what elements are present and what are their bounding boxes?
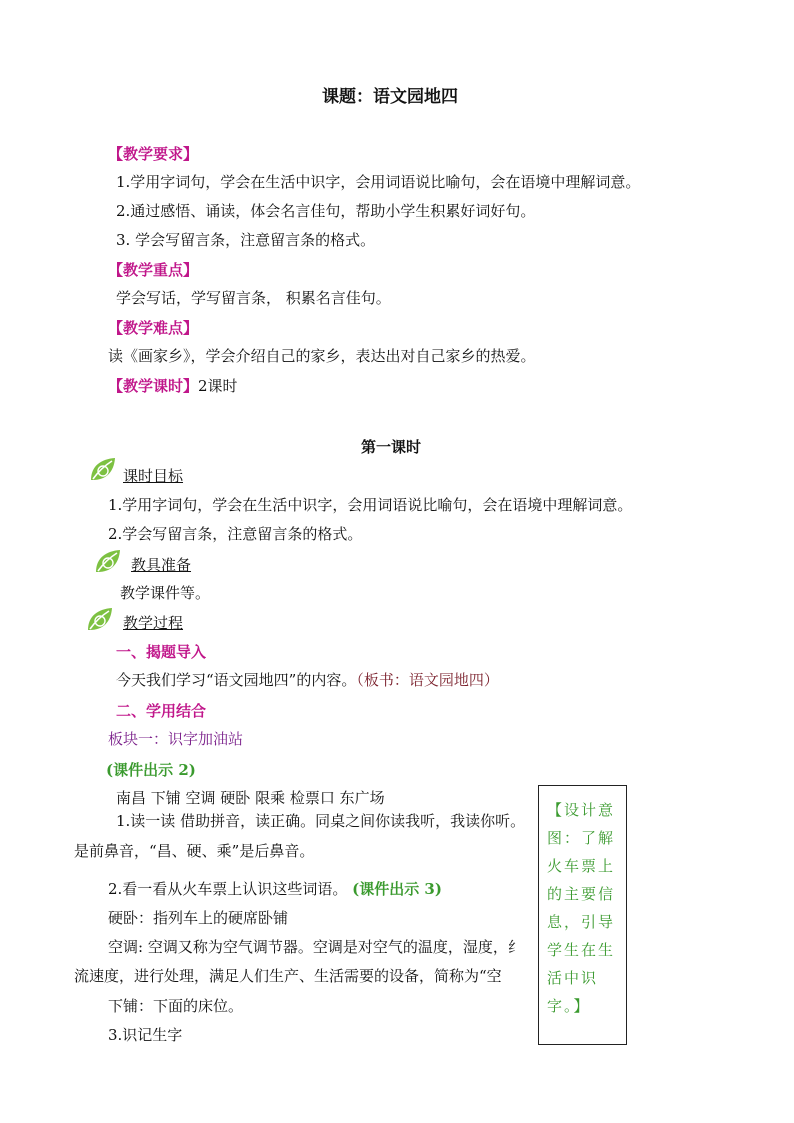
step1-text: 今天我们学习“语文园地四”的内容。: [116, 671, 357, 689]
leaf-icon: [93, 548, 123, 574]
req-item-2: 2.通过感悟、诵读，体会名言佳句，帮助小学生积累好词好句。: [116, 202, 536, 220]
req-label: 【教学要求】: [108, 145, 199, 163]
req-item-1: 1.学用字词句，学会在生活中识字，会用词语说比喻句，会在语境中理解词意。: [116, 173, 641, 191]
key-text: 学会写话，学写留言条， 积累名言佳句。: [116, 289, 391, 307]
read-line-1: 1.读一读 借助拼音，读正确。同桌之间你读我听，我读你听。: [116, 812, 526, 830]
page-title: 课题：语文园地四: [322, 87, 458, 107]
look-line: [108, 879, 442, 899]
prep-label: 教具准备: [131, 556, 192, 574]
read-line-2: 是前鼻音，“昌、硬、乘”是后鼻音。: [74, 842, 315, 860]
def-1: 硬卧：指列车上的硬席卧铺: [108, 909, 289, 927]
hours-text: 2课时: [198, 377, 238, 395]
step2-heading: 二、学用结合: [116, 702, 207, 720]
def-2-line-1: 空调: 空调又称为空气调节器。空调是对空气的温度，湿度，纟: [108, 938, 523, 956]
step3-line: 3.识记生字: [108, 1026, 183, 1044]
key-label: 【教学重点】: [108, 261, 199, 279]
block1-label: 板块一：识字加油站: [108, 730, 244, 748]
def-2-line-2: 流速度，进行处理，满足人们生产、生活需要的设备，简称为“空: [74, 967, 502, 985]
diff-text: 读《画家乡》，学会介绍自己的家乡，表达出对自己家乡的热爱。: [108, 347, 536, 365]
goal-label: 课时目标: [123, 467, 184, 485]
leaf-icon: [88, 456, 118, 482]
goal-item-1: 1.学用字词句，学会在生活中识字，会用词语说比喻句，会在语境中理解词意。: [108, 496, 633, 514]
req-item-3: 3. 学会写留言条，注意留言条的格式。: [116, 231, 376, 249]
process-label: 教学过程: [123, 614, 184, 632]
step1-heading: 一、揭题导入: [116, 643, 207, 661]
courseware-3: (课件出示 3): [352, 880, 442, 898]
design-intent-box: 【设计意图：了解火车票上的主要信息，引导学生在生活中识字。】: [538, 785, 627, 1045]
hours-label: 【教学课时】: [108, 377, 199, 395]
lesson-title: 第一课时: [361, 438, 422, 456]
prep-text: 教学课件等。: [120, 584, 211, 602]
step1-board: （板书：语文园地四）: [356, 671, 499, 689]
look-text: 2.看一看从火车票上认识这些词语。: [108, 880, 348, 898]
hours-line: [108, 376, 238, 396]
def-3: 下铺：下面的床位。: [108, 997, 244, 1015]
courseware-2: (课件出示 2): [106, 761, 196, 779]
step1-line: [116, 670, 499, 690]
goal-item-2: 2.学会写留言条，注意留言条的格式。: [108, 525, 363, 543]
leaf-icon: [85, 606, 115, 632]
diff-label: 【教学难点】: [108, 319, 199, 337]
words-line: 南昌 下铺 空调 硬卧 限乘 检票口 东广场: [116, 789, 385, 807]
